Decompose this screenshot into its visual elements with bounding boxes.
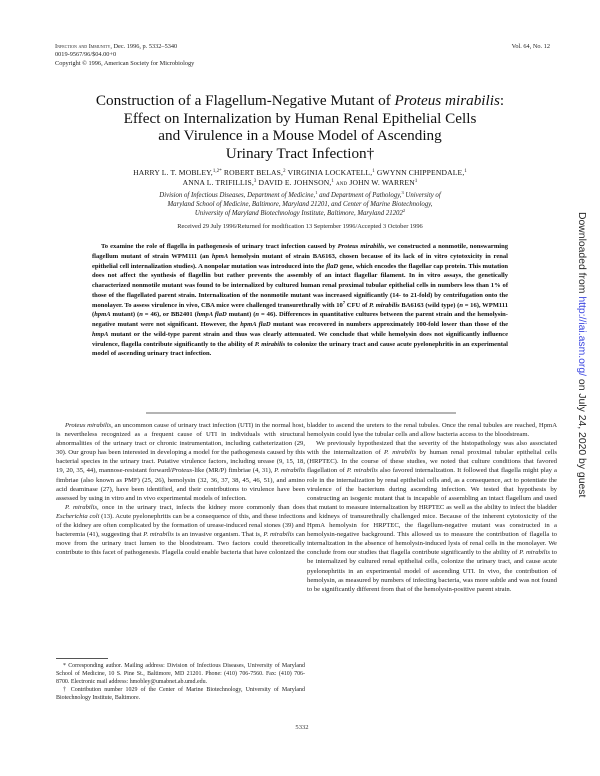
author: HARRY L. T. MOBLEY, <box>133 168 213 177</box>
affiliations: Division of Infectious Diseases, Department of Medicine,$^1$ and Department of Pathology,$^3$ University of Maryland School of Medicine, Baltimore, Maryland 21201, and Center of Marine Biotechnology, University of Maryland Biotechnology Institute, Baltimore, Maryland 21202$^2$ <box>159 190 441 218</box>
body-column-right <box>307 421 557 594</box>
received-dates: Received 29 July 1996/Returned for modification 13 September 1996/Accepted 3 October 1996 <box>177 223 423 230</box>
abstract: To examine the role of flagella in pathogenesis of urinary tract infection caused by Proteus mirabilis, we constructed a nonmotile, nonswarming flagellum mutant of strain WPM111 (an hpmA hemolysin mutant of strain BA6163, chosen because of its lack of in vitro cytotoxicity in renal epithelial cell internalization studies). A nonpolar mutation was introduced into the flaD gene, which encodes the flagellar cap protein. This mutation does not affect the synthesis of flagellin but rather prevents the assembly of an intact flagellar filament. In in vitro assays, the genetically characterized nonmotile mutant was found to be internalized by cultured human renal proximal tubular epithelial cells in numbers less than 1% of those of the flagellated parent strain. Internalization of the nonmotile mutant was increased significantly (14- to 21-fold) by centrifugation onto the monolayer. To assess virulence in vivo, CBA mice were challenged transurethrally with $10^7$ CFU of P. mirabilis BA6163 (wild type) (n = 16), WPM111 (hpmA mutant) (n = 46), or BB2401 (hmpA flaD mutant) (n = 46). Differences in quantitative cultures between the parent strain and the hemolysin-negative mutant were not significant. However, the hpmA flaD mutant was recovered in numbers approximately 100-fold lower than those of the hmpA mutant or the wild-type parent strain and thus was clearly attenuated. We conclude that while hemolysin does not significantly influence virulence, flagella contribute significantly to the ability of P. mirabilis to colonize the urinary tract and cause acute pyelonephritis in an experimental model of ascending urinary tract infection. <box>92 243 509 358</box>
footnotes <box>56 662 305 702</box>
journal-name: Infection and Immunity <box>55 43 111 50</box>
footnote-corresponding-author: * Corresponding author. Mailing address: Division of Infectious Diseases, University of Maryland School of Medicine, 10 S. Pine St., Baltimore, MD 21201. Phone: (410) 706-7560. Fax: (410) 706-8700. Electronic mail address: hmobley@umabnet.ab.umd.edu. <box>56 663 305 685</box>
journal-citation-line: Infection and Immunity, Dec. 1996, p. 5332–5340 <box>55 43 178 50</box>
paragraph: We previously hypothesized that the severity of the histopathology was also associated with the internalization of P. mirabilis by human renal proximal tubular epithelial cells (HRPTEC). In the course of these studies, we noted that culture conditions that favored flagellation of P. mirabilis also favored internalization. It followed that flagella might play a role in the internalization by renal epithelial cells and, as a consequence, act to potentiate the virulence of the bacterium during ascending infection. We tested that hypothesis by constructing an isogenic mutant that is incapable of assembling an intact flagellum and used that mutant to measure internalization by HRPTEC as well as the ability to infect the bladder and kidneys of transurethrally challenged mice. Because of the inherent cytotoxicity of the HpmA hemolysin for HRPTEC, the flagellum-negative mutant was constructed in a hemolysin-negative background. This allowed us to measure the contribution of flagella to internalization in the absence of hemolysin-induced lysis of renal cells in the monolayer. We conclude from our studies that flagella contribute significantly to the ability of P. mirabilis to be internalized by cultured renal epithelial cells, colonize the urinary tract, and cause acute pyelonephritis in an experimental model of ascending UTI. In vivo, the contribution of hemolysin, as measured by numbers of infecting bacteria, was more subtle and was not found to be significantly different from that of the hemolysin-positive parent strain. <box>307 440 557 593</box>
issn-line: 0019-9567/96/$04.00+0 <box>55 51 117 59</box>
species-name: Proteus mirabilis <box>394 92 500 109</box>
author: ROBERT BELAS, <box>223 168 284 177</box>
paper-title: Construction of a Flagellum-Negative Mutant of Proteus mirabilis: Effect on Internalization by Human Renal Epithelial Cells and Virulence in a Mouse Model of Ascending Urinary Tract Infection† <box>95 92 505 162</box>
paragraph: P. mirabilis, once in the urinary tract, infects the kidney more commonly than does Escherichia coli (13). Acute pyelonephritis can be a consequence of this, and these infections of the kidney are often complicated by the formation of urease-induced renal stones (39) and bacteremia (41), suggesting that P. mirabilis is an invasive organism. That is, P. mirabilis can move from the urinary tract lumen to the bloodstream. Two factors could theoretically contribute to this facet of pathogenesis. Flagella could enable bacteria that have colonized the <box>56 503 306 557</box>
page-number: 5332 <box>295 724 309 731</box>
journal-site-link[interactable]: http://iai.asm.org/ <box>576 296 587 377</box>
author: GWYNN CHIPPENDALE, <box>376 168 465 177</box>
download-stamp: Downloaded from http://iai.asm.org/ on July 24, 2020 by guest <box>576 212 587 498</box>
body-column-left <box>56 421 305 557</box>
author-list: HARRY L. T. MOBLEY,$^{1,2*}$ ROBERT BELAS,$^2$ VIRGINIA LOCKATELL,$^1$ GWYNN CHIPPENDALE,$^1$ ANNA L. TRIFILLIS,$^3$ DAVID E. JOHNSON,$^1$ and JOHN W. WARREN$^1$ <box>133 168 467 187</box>
paragraph: bladder to ascend the ureters to the renal tubules. Once the renal tubules are reached, HpmA hemolysin could lyse the tubular cells and allow bacteria access to the bloodstream. <box>307 422 557 439</box>
abstract-divider <box>146 412 456 414</box>
paragraph: Proteus mirabilis, an uncommon cause of urinary tract infection (UTI) in the normal host, is nevertheless recognized as a frequent cause of UTI in individuals with structural abnormalities of the urinary tract or chronic instrumentation, including catheterization (29, 30). Our group has been interested in developing a model for the pathogenesis caused by this bacterial species in the urinary tract. Putative virulence factors, including urease (9, 15, 18, 19, 20, 35, 44), mannose-resistant forward/Proteus-like (MR/P) fimbriae (4, 31), P. mirabilis fimbriae (also known as PMF) (25, 26), hemolysin (32, 36, 37, 38, 45, 46, 51), and amino acid deaminase (27), have been identified, and their contributions to virulence have been assessed by using in vitro and in vivo experimental models of infection. <box>56 422 306 502</box>
footnote-divider <box>56 658 108 659</box>
author: JOHN W. WARREN <box>349 178 415 187</box>
author: DAVID E. JOHNSON, <box>258 178 332 187</box>
copyright-line: Copyright © 1996, American Society for Microbiology <box>55 59 195 67</box>
issue-date: Dec. 1996, p. 5332–5340 <box>113 43 178 50</box>
volume-issue: Vol. 64, No. 12 <box>511 43 550 50</box>
running-header <box>55 43 550 68</box>
author: VIRGINIA LOCKATELL, <box>287 168 373 177</box>
author: ANNA L. TRIFILLIS, <box>182 178 254 187</box>
footnote-contribution: † Contribution number 1029 of the Center of Marine Biotechnology, University of Maryland Biotechnology Institute, Baltimore. <box>56 687 305 701</box>
